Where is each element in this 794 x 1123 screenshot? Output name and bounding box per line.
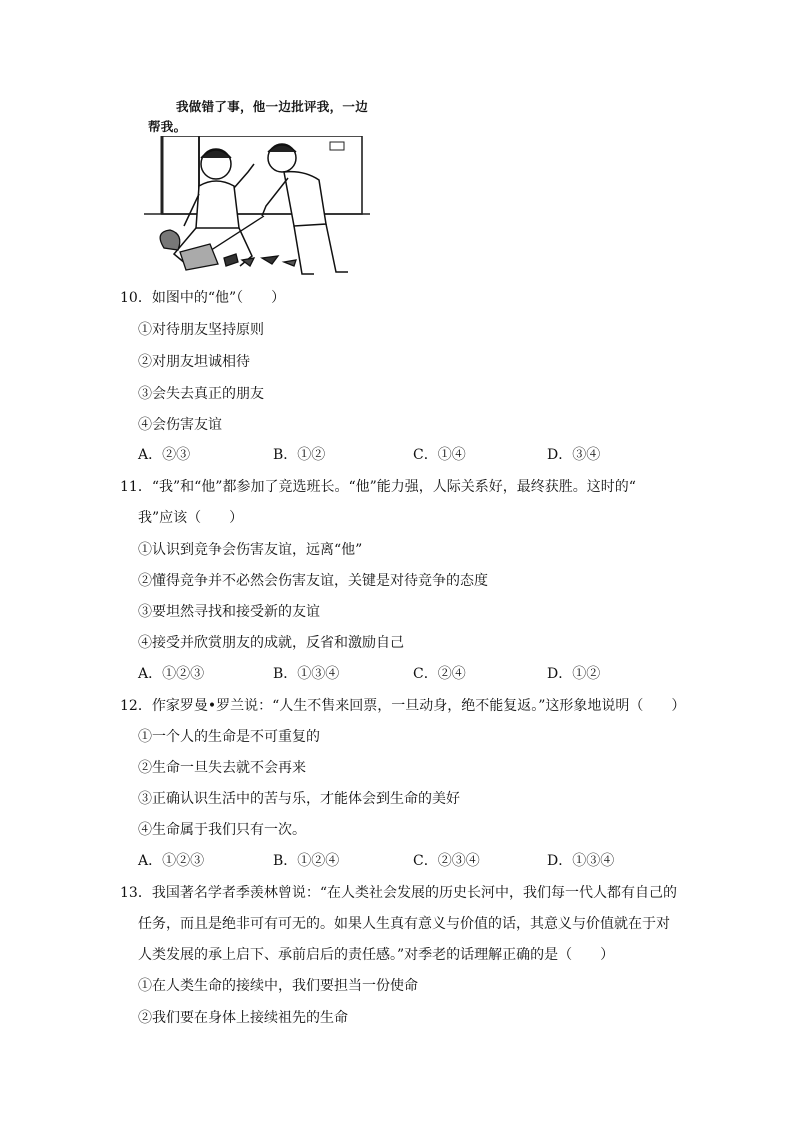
illustration-caption: 我做错了事，他一边批评我，一边帮我。 [148, 99, 369, 134]
question-11-item-3: ③要坦然寻找和接受新的友谊 [138, 604, 320, 620]
question-11-choice-d[interactable]: D．①② [547, 666, 601, 682]
question-12-choice-a[interactable]: A．①②③ [138, 853, 205, 869]
question-11-item-1: ①认识到竞争会伤害友谊，远离“他” [138, 542, 363, 558]
question-12-choice-b[interactable]: B．①②④ [273, 853, 340, 869]
question-12-choice-c[interactable]: C．②③④ [413, 853, 480, 869]
question-12-stem: 12．作家罗曼•罗兰说：“人生不售来回票，一旦动身，绝不能复返。”这形象地说明（ ） [120, 698, 686, 714]
question-10-item-2: ②对朋友坦诚相待 [138, 354, 250, 370]
question-10-item-3: ③会失去真正的朋友 [138, 386, 264, 402]
question-12-item-1: ①一个人的生命是不可重复的 [138, 729, 320, 745]
question-12-choice-d[interactable]: D．①③④ [547, 853, 615, 869]
question-10-choice-c[interactable]: C．①④ [413, 447, 466, 463]
question-12-item-4: ④生命属于我们只有一次。 [138, 822, 306, 838]
question-11-item-4: ④接受并欣赏朋友的成就，反省和激励自己 [138, 635, 404, 651]
question-11-choice-a[interactable]: A．①②③ [138, 666, 205, 682]
question-12-item-2: ②生命一旦失去就不会再来 [138, 760, 306, 776]
question-10-item-4: ④会伤害友谊 [138, 417, 222, 433]
question-13-stem-line-2: 任务，而且是绝非可有可无的。如果人生真有意义与价值的话，其意义与价值就在于对 [138, 916, 670, 932]
question-10-item-1: ①对待朋友坚持原则 [138, 322, 264, 338]
question-13-item-1: ①在人类生命的接续中，我们要担当一份使命 [138, 978, 418, 994]
question-12-item-3: ③正确认识生活中的苦与乐，才能体会到生命的美好 [138, 791, 460, 807]
question-13-stem-line-1: 13．我国著名学者季羡林曾说：“在人类社会发展的历史长河中，我们每一代人都有自己的 [120, 885, 677, 901]
illustration-friends-sweeping [144, 136, 370, 278]
question-11-choice-c[interactable]: C．②④ [413, 666, 466, 682]
question-13-item-2: ②我们要在身体上接续祖先的生命 [138, 1010, 348, 1026]
question-11-stem-line-2: 我”应该（ ） [138, 510, 244, 526]
question-11-choice-b[interactable]: B．①③④ [273, 666, 340, 682]
question-11-stem-line-1: 11．“我”和“他”都参加了竞选班长。“他”能力强，人际关系好，最终获胜。这时的“ [120, 479, 636, 495]
question-10-choice-a[interactable]: A．②③ [138, 447, 191, 463]
question-11-item-2: ②懂得竞争并不必然会伤害友谊，关键是对待竞争的态度 [138, 573, 488, 589]
question-10-stem: 10．如图中的“他”（ ） [120, 290, 286, 306]
question-10-choice-b[interactable]: B．①② [273, 447, 326, 463]
question-13-stem-line-3: 人类发展的承上启下、承前启后的责任感。”对季老的话理解正确的是（ ） [138, 947, 615, 963]
question-10-choice-d[interactable]: D．③④ [547, 447, 601, 463]
